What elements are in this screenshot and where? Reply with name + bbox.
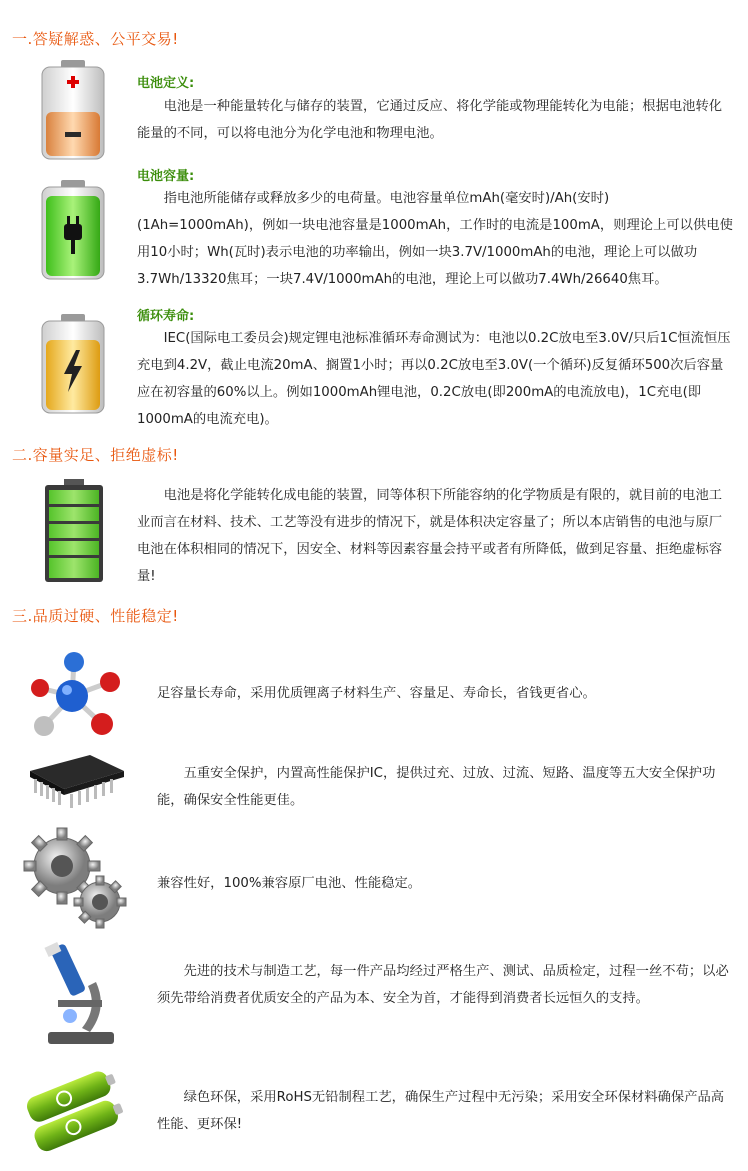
chip-icon (20, 745, 132, 811)
paragraph-battery-capacity: 指电池所能储存或释放多少的电荷量。电池容量单位mAh(毫安时)/Ah(安时)(1Ah=1000mAh)，例如一块电池容量是1000mAh，工作时的电流是100mA，则理论上可以供电使用10小时；Wh(瓦时)表示电池的功率输出，例如一块3.7V/1000mAh的电池，理论上可以做功3.7Wh/13320焦耳；一块7.4V/1000mAh的电池，理论上可以做功7.4Wh/26640焦耳。 (137, 191, 733, 287)
microscope-icon (30, 938, 130, 1048)
paragraph-capacity-true: 电池是将化学能转化成电能的装置，同等体积下所能容纳的化学物质是有限的，就目前的电池工业而言在材料、技术、工艺等没有进步的情况下，就是体积决定容量了；所以本店销售的电池与原厂电池在体积相同的情况下，因安全、材料等因素容量会持平或者有所降低，做到足容量、拒绝虚标容量! (137, 488, 723, 584)
section-1-title: 一.答疑解惑、公平交易! (12, 30, 179, 48)
paragraph-safety-protection: 五重安全保护，内置高性能保护IC，提供过充、过放、过流、短路、温度等五大安全保护功能，确保安全性能更佳。 (157, 766, 716, 808)
paragraph-eco-friendly: 绿色环保，采用RoHS无铅制程工艺，确保生产过程中无污染；采用安全环保材料确保产品高性能、更环保! (157, 1090, 725, 1132)
battery-full-green-icon (43, 478, 105, 584)
battery-green-plug-icon (36, 178, 110, 282)
battery-red-icon (36, 58, 110, 162)
gears-icon (22, 826, 132, 932)
subtitle-battery-capacity: 电池容量: (137, 169, 195, 184)
molecule-icon (22, 648, 132, 744)
paragraph-technology: 先进的技术与制造工艺，每一件产品均经过严格生产、测试、品质检定，过程一丝不苟；以必须先带给消费者优质安全的产品为本、安全为首，才能得到消费者长远恒久的支持。 (157, 964, 729, 1006)
paragraph-compatibility: 兼容性好，100%兼容原厂电池、性能稳定。 (157, 876, 422, 891)
paragraph-long-life: 足容量长寿命，采用优质锂离子材料生产、容量足、寿命长，省钱更省心。 (157, 686, 596, 701)
subtitle-cycle-life: 循环寿命: (137, 309, 195, 324)
section-3-title: 三.品质过硬、性能稳定! (12, 607, 179, 625)
section-2-title: 二.容量实足、拒绝虚标! (12, 446, 179, 464)
battery-yellow-bolt-icon (36, 312, 110, 416)
paragraph-cycle-life: IEC(国际电工委员会)规定锂电池标准循环寿命测试为：电池以0.2C放电至3.0V/只后1C恒流恒压充电到4.2V，截止电流20mA、搁置1小时；再以0.2C放电至3.0V(一个循环)反复循环500次后容量应在初容量的60%以上。例如1000mAh锂电池，0.2C放电(即200mA的电流放电)，1C充电(即1000mA的电流充电)。 (137, 331, 731, 427)
paragraph-battery-definition: 电池是一种能量转化与储存的装置，它通过反应、将化学能或物理能转化为电能；根据电池转化能量的不同，可以将电池分为化学电池和物理电池。 (137, 99, 723, 141)
green-batteries-icon (20, 1062, 134, 1162)
subtitle-battery-definition: 电池定义: (137, 76, 195, 91)
